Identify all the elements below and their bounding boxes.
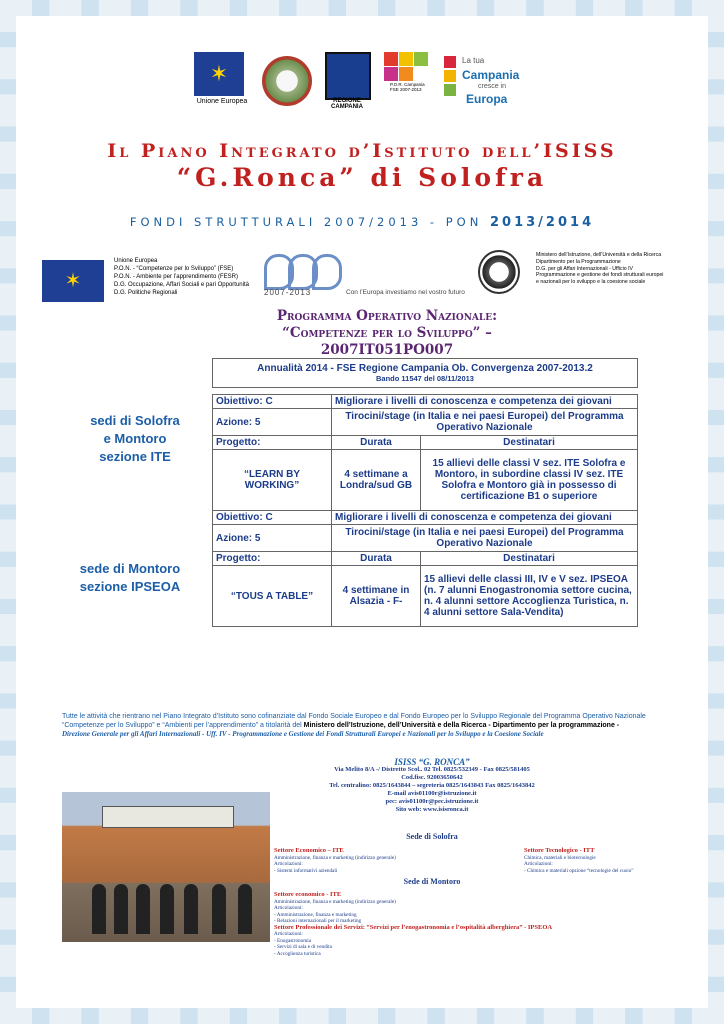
funding-note-text: Tutte le attività che rientrano nel Piano Integrato d’Istituto sono cofinanziate dal Fondo Sociale Europeo e dal Fondo Europeo per lo Sviluppo Regionale del Programma Operativo Nazionale “Competenze per lo Sviluppo” e “Ambienti per l’apprendimento” a titolarità del bbox=[62, 713, 646, 729]
italian-republic-emblem bbox=[262, 56, 312, 106]
school-tel: Tel. centralino: 0825/1643844 – segreteria 0825/1643843 Fax 0825/1643842 bbox=[329, 782, 535, 789]
school-codfisc: Cod.fisc. 92003650642 bbox=[401, 774, 463, 781]
tech-title: Settore Tecnologico - ITT bbox=[524, 847, 595, 854]
projects-table bbox=[212, 358, 638, 627]
sede-montoro-heading: Sede di Montoro bbox=[403, 877, 461, 886]
tech-line: Articolazioni: bbox=[524, 861, 553, 867]
azione-text: Tirocini/stage (in Italia e nei paesi Europei) del Programma Operativo Nazionale bbox=[332, 409, 638, 436]
school-address: Via Melito 8/A -/ Distretto Scol.. 02 Tel. 0825/532349 - Fax 0825/581405 bbox=[334, 766, 530, 773]
mon-prof-line: - Servizi di sala e di vendita bbox=[274, 944, 332, 950]
poster-title-line1: Il Piano Integrato d’Istituto dell’ISISS bbox=[107, 140, 617, 162]
regione-campania-label: REGIONE CAMPANIA bbox=[331, 98, 363, 110]
programma-heading bbox=[232, 308, 542, 359]
sedi1-line: e Montoro bbox=[103, 431, 167, 446]
fondi-strutturali-heading bbox=[42, 215, 682, 230]
school-photo bbox=[62, 792, 270, 942]
campania-line1: La tua bbox=[462, 56, 485, 65]
azione-text: Tirocini/stage (in Italia e nei paesi Europei) del Programma Operativo Nazionale bbox=[332, 525, 638, 552]
mon-prof-line: Articolazioni: bbox=[274, 931, 303, 937]
azione-label: Azione: 5 bbox=[213, 525, 332, 552]
table-row bbox=[213, 525, 638, 552]
poster-title-line2: “G.Ronca” di Solofra bbox=[176, 163, 548, 192]
fondi-prefix: FONDI STRUTTURALI 2007/2013 - PON bbox=[129, 215, 483, 229]
school-contacts bbox=[262, 758, 602, 814]
sede-solofra-heading: Sede di Solofra bbox=[406, 832, 458, 841]
por-logo-text: P.O.R. Campania FSE 2007-2013 bbox=[390, 82, 425, 92]
table-row bbox=[213, 395, 638, 409]
school-site[interactable]: Sito web: www.isisronca.it bbox=[395, 806, 469, 813]
school-name: ISISS “G. RONCA” bbox=[394, 757, 470, 767]
pon-left-line: D.G. Occupazione, Affari Sociali e pari Opportunità bbox=[114, 282, 249, 288]
obiettivo-label: Obiettivo: C bbox=[213, 511, 332, 525]
solofra-econ-column bbox=[274, 848, 484, 874]
destinatari-value: 15 allievi delle classi III, IV e V sez. IPSEOA (n. 7 alunni Enogastronomia settore cucina, n. 4 alunni settore Accoglienza Turistica, n. 4 alunni settore Sala-Vendita) bbox=[421, 566, 638, 627]
school-sign bbox=[102, 806, 234, 828]
azione-label: Azione: 5 bbox=[213, 409, 332, 436]
table-row bbox=[213, 450, 638, 511]
sedi2-line: sede di Montoro bbox=[79, 561, 181, 576]
table-row bbox=[213, 511, 638, 525]
funding-note-direction: Direzione Generale per gli Affari Internazionali - Uff. IV - Programmazione e Gestione dei Fondi Strutturali Europei e Nazionali per lo Sviluppo e la Coesione Sociale bbox=[62, 730, 544, 738]
programma-line2: “Competenze per lo Sviluppo” – bbox=[282, 325, 492, 341]
table-row bbox=[213, 359, 638, 388]
annualita-cell bbox=[213, 359, 638, 388]
durata-header: Durata bbox=[332, 436, 421, 450]
destinatari-header: Destinatari bbox=[421, 552, 638, 566]
regione-campania-logo bbox=[325, 52, 371, 100]
table-spacer bbox=[213, 388, 638, 395]
pon-right-line: Programmazione e gestione dei fondi strutturali europei bbox=[536, 272, 664, 279]
programma-line1: Programma Operativo Nazionale: bbox=[276, 308, 498, 324]
bando-text: Bando 11547 del 08/11/2013 bbox=[376, 374, 474, 383]
obiettivo-text: Migliorare i livelli di conoscenza e competenza dei giovani bbox=[332, 511, 638, 525]
destinatari-value: 15 allievi delle classi V sez. ITE Solofra e Montoro, in subordine classi IV sez. ITE Solofra e Montoro già in possesso di certificazione B1 o superiore bbox=[421, 450, 638, 511]
mon-econ-line: Amministrazione, finanza e marketing (indirizzo generale) bbox=[274, 898, 396, 905]
econ-line: Amministrazione, finanza e marketing (indirizzo generale) bbox=[274, 854, 396, 861]
funding-note-ministry: Ministero dell’Istruzione, dell’Università e della Ricerca - Dipartimento per la programmazione - bbox=[303, 722, 620, 729]
durata-header: Durata bbox=[332, 552, 421, 566]
durata-value: 4 settimane in Alsazia - F- bbox=[332, 566, 421, 627]
durata-value: 4 settimane a Londra/sud GB bbox=[332, 450, 421, 511]
sedi1-line: sedi di Solofra bbox=[90, 413, 180, 428]
mon-prof-line: - Enogastronomia bbox=[274, 937, 312, 944]
progetto-label: Progetto: bbox=[213, 552, 332, 566]
table-row bbox=[213, 409, 638, 436]
mon-econ-line: - Amministrazione, finanza e marketing bbox=[274, 911, 357, 918]
montoro-column bbox=[274, 892, 634, 957]
por-fse-logo bbox=[384, 52, 428, 96]
progetto-name: “LEARN BY WORKING” bbox=[213, 450, 332, 511]
econ-line: - Sistemi informativi aziendali bbox=[274, 867, 338, 874]
mon-econ-title: Settore economico - ITE bbox=[274, 891, 342, 898]
table-row bbox=[213, 552, 638, 566]
ministry-emblem bbox=[478, 250, 520, 294]
econ-title: Settore Economico – ITE bbox=[274, 847, 344, 854]
pon-left-line: D.G. Politiche Regionali bbox=[114, 290, 178, 296]
pon-right-text bbox=[536, 252, 686, 286]
table-row bbox=[213, 566, 638, 627]
sedi2-line: sezione IPSEOA bbox=[79, 579, 181, 594]
campania-line3: cresce in bbox=[478, 83, 507, 90]
funding-note bbox=[62, 712, 682, 730]
table-row bbox=[213, 436, 638, 450]
sede-montoro-label bbox=[60, 560, 200, 596]
school-pec[interactable]: pec: avis01100r@pec.istruzione.it bbox=[385, 798, 479, 805]
campania-line4: Europa bbox=[466, 92, 508, 106]
obiettivo-text: Migliorare i livelli di conoscenza e competenza dei giovani bbox=[332, 395, 638, 409]
pon-right-line: Dipartimento per la Programmazione bbox=[536, 258, 621, 265]
pon-left-line: Unione Europea bbox=[114, 258, 158, 264]
econ-line: Articolazioni: bbox=[274, 861, 303, 867]
mon-econ-line: Articolazioni: bbox=[274, 905, 303, 911]
tech-line: - Chimica e materiali opzione “tecnologie del cuoio” bbox=[524, 867, 634, 874]
school-email[interactable]: E-mail avis01100r@istruzione.it bbox=[387, 790, 477, 797]
progetto-name: “TOUS A TABLE” bbox=[213, 566, 332, 627]
programma-line3: 2007IT051PO007 bbox=[320, 342, 454, 358]
eu-logo-label: Unione Europea bbox=[196, 98, 248, 105]
destinatari-header: Destinatari bbox=[421, 436, 638, 450]
obiettivo-label: Obiettivo: C bbox=[213, 395, 332, 409]
pon-left-line: P.O.N. - Ambiente per l’apprendimento (FESR) bbox=[114, 274, 238, 280]
pon-right-line: Ministero dell’Istruzione, dell’Università e della Ricerca bbox=[536, 252, 662, 258]
campania-europa-logo bbox=[444, 52, 524, 106]
pon-years: 2007-2013 bbox=[264, 288, 312, 297]
sedi-solofra-montoro-label bbox=[70, 412, 200, 466]
pon-eu-flag: ✶ bbox=[42, 260, 104, 302]
mon-prof-line: - Accoglienza turistica bbox=[274, 950, 321, 957]
mon-econ-line: - Relazioni internazionali per il marketing bbox=[274, 918, 362, 924]
annualita-text: Annualità 2014 - FSE Regione Campania Ob. Convergenza 2007-2013.2 bbox=[257, 363, 593, 374]
eu-flag-logo: ✶ bbox=[194, 52, 244, 96]
pon-slogan: Con l’Europa investiamo nel vostro futuro bbox=[346, 289, 465, 296]
poster bbox=[42, 40, 682, 984]
tech-line: Chimica, materiali e biotecnologie bbox=[524, 854, 596, 861]
pon-right-line: D.G. per gli Affari Internazionali - Ufficio IV bbox=[536, 265, 633, 272]
progetto-label: Progetto: bbox=[213, 436, 332, 450]
mon-prof-title: Settore Professionale dei Servizi: “Servizi per l’enogastronomia e l’ospitalità alberghiera” - IPSEOA bbox=[274, 923, 553, 931]
sedi1-line: sezione ITE bbox=[99, 449, 171, 464]
campania-line2: Campania bbox=[462, 68, 520, 82]
pon-right-line: e nazionali per lo sviluppo e la coesione sociale bbox=[536, 279, 646, 286]
fondi-year: 2013/2014 bbox=[490, 215, 595, 230]
solofra-tech-column bbox=[524, 848, 684, 874]
pon-left-line: P.O.N. - “Competenze per lo Sviluppo” (FSE) bbox=[114, 266, 234, 272]
pon-left-text bbox=[114, 257, 249, 297]
